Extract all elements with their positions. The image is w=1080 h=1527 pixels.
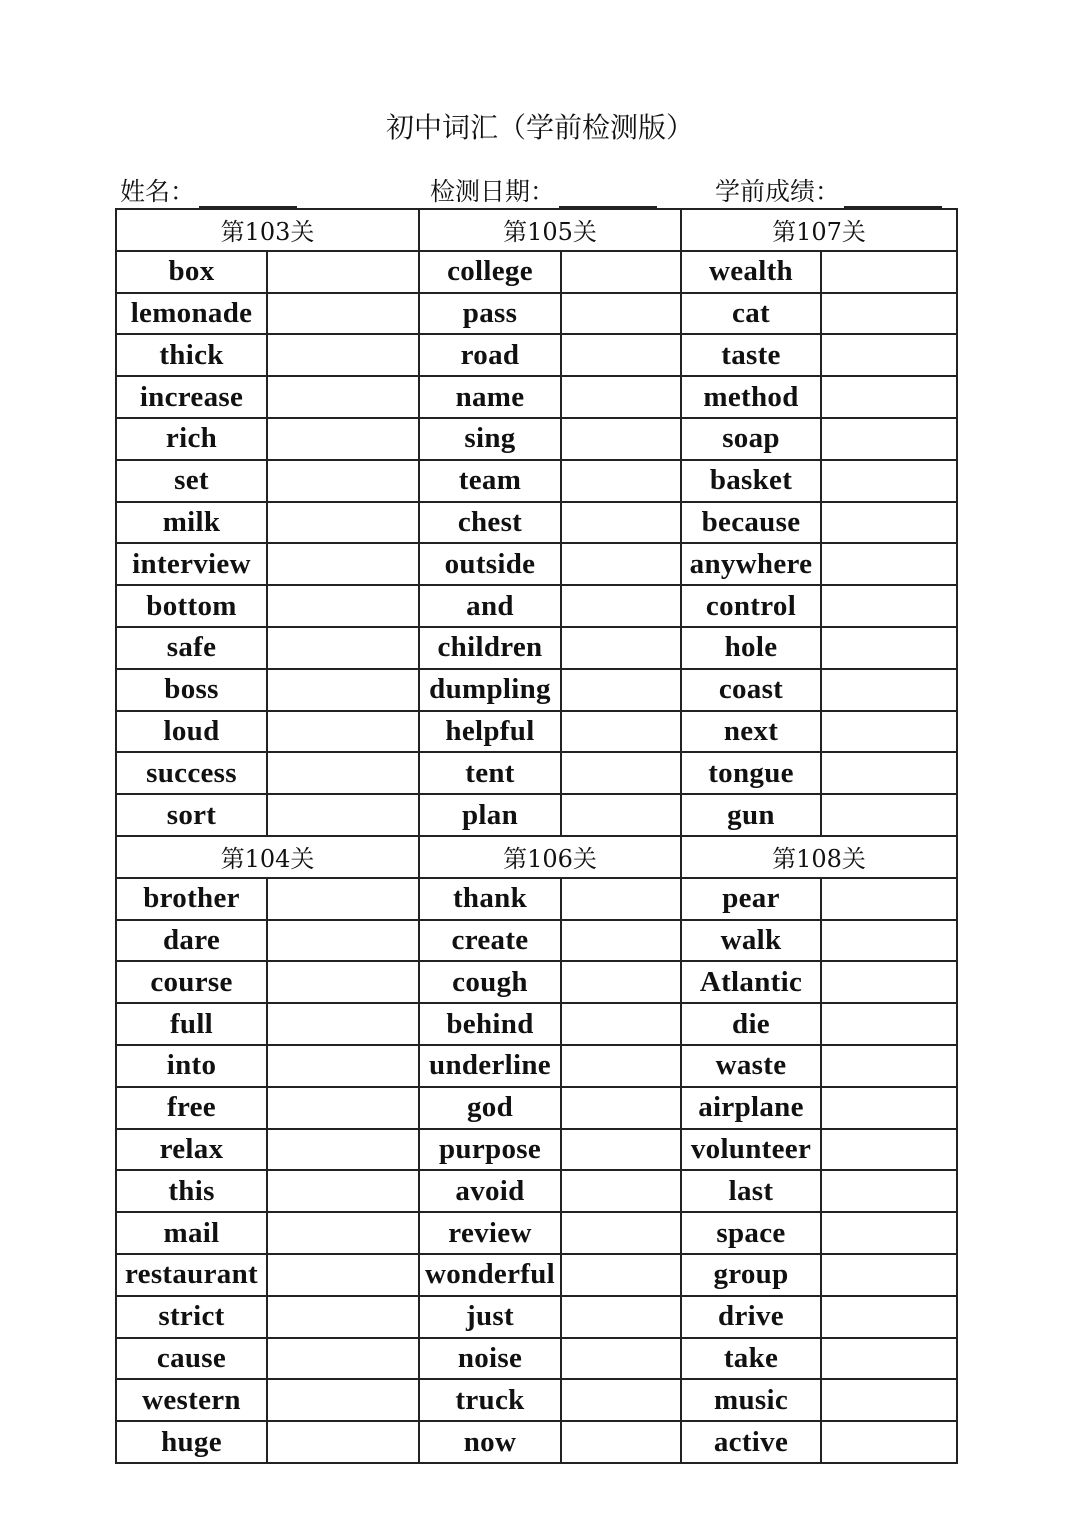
word-cell: behind (419, 1003, 561, 1045)
word-row (116, 293, 957, 335)
answer-cell[interactable] (561, 251, 681, 293)
word-row (116, 1254, 957, 1296)
answer-cell[interactable] (267, 1129, 419, 1171)
answer-cell[interactable] (561, 1338, 681, 1380)
answer-cell[interactable] (267, 293, 419, 335)
word-cell: walk (681, 920, 821, 962)
answer-cell[interactable] (561, 961, 681, 1003)
answer-cell[interactable] (267, 794, 419, 836)
answer-cell[interactable] (561, 1087, 681, 1129)
answer-cell[interactable] (561, 920, 681, 962)
word-cell: mail (116, 1212, 267, 1254)
answer-cell[interactable] (561, 502, 681, 544)
answer-cell[interactable] (561, 1129, 681, 1171)
answer-cell[interactable] (561, 376, 681, 418)
word-row (116, 1003, 957, 1045)
answer-cell[interactable] (561, 543, 681, 585)
word-row (116, 627, 957, 669)
answer-cell[interactable] (561, 1045, 681, 1087)
answer-cell[interactable] (821, 1421, 957, 1463)
word-cell: boss (116, 669, 267, 711)
word-row (116, 460, 957, 502)
answer-cell[interactable] (561, 752, 681, 794)
answer-cell[interactable] (267, 961, 419, 1003)
level-header: 第103关 (116, 209, 419, 251)
word-cell: last (681, 1170, 821, 1212)
answer-cell[interactable] (267, 460, 419, 502)
word-cell: truck (419, 1379, 561, 1421)
word-cell: success (116, 752, 267, 794)
word-cell: course (116, 961, 267, 1003)
answer-cell[interactable] (821, 376, 957, 418)
word-cell: active (681, 1421, 821, 1463)
word-cell: safe (116, 627, 267, 669)
word-row (116, 1338, 957, 1380)
answer-cell[interactable] (821, 460, 957, 502)
word-cell: relax (116, 1129, 267, 1171)
answer-cell[interactable] (267, 1296, 419, 1338)
word-cell: taste (681, 334, 821, 376)
word-row (116, 502, 957, 544)
answer-cell[interactable] (561, 1379, 681, 1421)
answer-cell[interactable] (821, 1338, 957, 1380)
level-header: 第105关 (419, 209, 681, 251)
answer-cell[interactable] (561, 418, 681, 460)
word-row (116, 1129, 957, 1171)
answer-cell[interactable] (561, 1254, 681, 1296)
word-row (116, 251, 957, 293)
word-cell: review (419, 1212, 561, 1254)
word-cell: bottom (116, 585, 267, 627)
word-row (116, 794, 957, 836)
word-cell: loud (116, 711, 267, 753)
answer-cell[interactable] (821, 334, 957, 376)
word-row (116, 752, 957, 794)
level-header: 第107关 (681, 209, 957, 251)
answer-cell[interactable] (267, 627, 419, 669)
word-cell: take (681, 1338, 821, 1380)
word-row (116, 1087, 957, 1129)
word-cell: huge (116, 1421, 267, 1463)
word-cell: coast (681, 669, 821, 711)
word-cell: gun (681, 794, 821, 836)
answer-cell[interactable] (561, 334, 681, 376)
test-date-label: 检测日期： (430, 177, 556, 206)
word-cell: name (419, 376, 561, 418)
answer-cell[interactable] (821, 961, 957, 1003)
word-cell: control (681, 585, 821, 627)
word-cell: team (419, 460, 561, 502)
word-cell: full (116, 1003, 267, 1045)
pretest-score-label: 学前成绩： (715, 177, 841, 206)
word-row (116, 1212, 957, 1254)
answer-cell[interactable] (267, 1087, 419, 1129)
word-row (116, 920, 957, 962)
level-header: 第108关 (681, 836, 957, 878)
word-cell: space (681, 1212, 821, 1254)
answer-cell[interactable] (821, 1254, 957, 1296)
word-cell: underline (419, 1045, 561, 1087)
word-cell: strict (116, 1296, 267, 1338)
word-cell: tent (419, 752, 561, 794)
answer-cell[interactable] (821, 585, 957, 627)
answer-cell[interactable] (561, 1421, 681, 1463)
word-cell: volunteer (681, 1129, 821, 1171)
word-row (116, 1296, 957, 1338)
word-cell: milk (116, 502, 267, 544)
answer-cell[interactable] (821, 1379, 957, 1421)
answer-cell[interactable] (267, 1212, 419, 1254)
word-cell: this (116, 1170, 267, 1212)
word-cell: box (116, 251, 267, 293)
name-field (120, 172, 297, 206)
word-cell: sort (116, 794, 267, 836)
word-cell: road (419, 334, 561, 376)
word-cell: wonderful (419, 1254, 561, 1296)
word-cell: free (116, 1087, 267, 1129)
word-cell: thick (116, 334, 267, 376)
section-header-row (116, 209, 957, 251)
answer-cell[interactable] (267, 1338, 419, 1380)
word-row (116, 334, 957, 376)
answer-cell[interactable] (561, 669, 681, 711)
word-cell: children (419, 627, 561, 669)
answer-cell[interactable] (821, 711, 957, 753)
level-header: 第106关 (419, 836, 681, 878)
answer-cell[interactable] (561, 1003, 681, 1045)
word-cell: god (419, 1087, 561, 1129)
pretest-score-field (715, 172, 942, 206)
answer-cell[interactable] (821, 1129, 957, 1171)
answer-cell[interactable] (267, 1254, 419, 1296)
word-cell: dumpling (419, 669, 561, 711)
word-cell: cat (681, 293, 821, 335)
answer-cell[interactable] (267, 920, 419, 962)
word-row (116, 711, 957, 753)
word-cell: dare (116, 920, 267, 962)
answer-cell[interactable] (267, 878, 419, 920)
word-cell: interview (116, 543, 267, 585)
answer-cell[interactable] (821, 669, 957, 711)
word-cell: airplane (681, 1087, 821, 1129)
answer-cell[interactable] (821, 418, 957, 460)
answer-cell[interactable] (267, 334, 419, 376)
answer-cell[interactable] (821, 251, 957, 293)
word-cell: anywhere (681, 543, 821, 585)
answer-cell[interactable] (561, 460, 681, 502)
answer-cell[interactable] (267, 543, 419, 585)
answer-cell[interactable] (267, 251, 419, 293)
word-cell: set (116, 460, 267, 502)
word-cell: chest (419, 502, 561, 544)
word-cell: cough (419, 961, 561, 1003)
answer-cell[interactable] (267, 669, 419, 711)
word-row (116, 1421, 957, 1463)
word-cell: increase (116, 376, 267, 418)
word-cell: now (419, 1421, 561, 1463)
word-cell: method (681, 376, 821, 418)
answer-cell[interactable] (561, 1212, 681, 1254)
word-cell: create (419, 920, 561, 962)
word-cell: and (419, 585, 561, 627)
word-cell: noise (419, 1338, 561, 1380)
word-cell: Atlantic (681, 961, 821, 1003)
section-header-row (116, 836, 957, 878)
answer-cell[interactable] (267, 418, 419, 460)
word-row (116, 961, 957, 1003)
word-cell: helpful (419, 711, 561, 753)
answer-cell[interactable] (821, 1087, 957, 1129)
word-cell: hole (681, 627, 821, 669)
word-cell: avoid (419, 1170, 561, 1212)
answer-cell[interactable] (561, 1170, 681, 1212)
answer-cell[interactable] (561, 711, 681, 753)
answer-cell[interactable] (821, 543, 957, 585)
answer-cell[interactable] (267, 376, 419, 418)
answer-cell[interactable] (821, 502, 957, 544)
answer-cell[interactable] (821, 1296, 957, 1338)
answer-cell[interactable] (267, 502, 419, 544)
word-cell: western (116, 1379, 267, 1421)
word-row (116, 1379, 957, 1421)
word-cell: die (681, 1003, 821, 1045)
answer-cell[interactable] (561, 293, 681, 335)
level-header: 第104关 (116, 836, 419, 878)
word-cell: sing (419, 418, 561, 460)
name-label: 姓名： (120, 177, 196, 206)
word-cell: pear (681, 878, 821, 920)
answer-cell[interactable] (821, 878, 957, 920)
word-cell: because (681, 502, 821, 544)
answer-cell[interactable] (561, 878, 681, 920)
word-cell: into (116, 1045, 267, 1087)
answer-cell[interactable] (821, 1212, 957, 1254)
answer-cell[interactable] (561, 794, 681, 836)
answer-cell[interactable] (821, 794, 957, 836)
word-cell: music (681, 1379, 821, 1421)
word-cell: rich (116, 418, 267, 460)
word-row (116, 878, 957, 920)
word-cell: purpose (419, 1129, 561, 1171)
answer-cell[interactable] (267, 1003, 419, 1045)
answer-cell[interactable] (561, 627, 681, 669)
word-row (116, 543, 957, 585)
word-cell: soap (681, 418, 821, 460)
answer-cell[interactable] (267, 1170, 419, 1212)
word-cell: lemonade (116, 293, 267, 335)
word-cell: tongue (681, 752, 821, 794)
word-cell: restaurant (116, 1254, 267, 1296)
answer-cell[interactable] (267, 1379, 419, 1421)
answer-cell[interactable] (561, 585, 681, 627)
answer-cell[interactable] (821, 752, 957, 794)
word-row (116, 418, 957, 460)
word-cell: wealth (681, 251, 821, 293)
answer-cell[interactable] (561, 1296, 681, 1338)
test-date-field (430, 172, 657, 206)
word-cell: brother (116, 878, 267, 920)
word-row (116, 669, 957, 711)
page-title: 初中词汇（学前检测版） (385, 111, 694, 144)
answer-cell[interactable] (821, 1170, 957, 1212)
answer-cell[interactable] (821, 293, 957, 335)
word-cell: next (681, 711, 821, 753)
word-row (116, 1045, 957, 1087)
word-cell: just (419, 1296, 561, 1338)
word-row (116, 376, 957, 418)
answer-cell[interactable] (821, 920, 957, 962)
answer-cell[interactable] (821, 1003, 957, 1045)
word-cell: group (681, 1254, 821, 1296)
word-cell: college (419, 251, 561, 293)
word-row (116, 585, 957, 627)
answer-cell[interactable] (267, 1045, 419, 1087)
answer-cell[interactable] (267, 711, 419, 753)
word-cell: cause (116, 1338, 267, 1380)
answer-cell[interactable] (821, 627, 957, 669)
word-row (116, 1170, 957, 1212)
answer-cell[interactable] (267, 585, 419, 627)
answer-cell[interactable] (821, 1045, 957, 1087)
word-cell: basket (681, 460, 821, 502)
word-cell: plan (419, 794, 561, 836)
word-cell: waste (681, 1045, 821, 1087)
answer-cell[interactable] (267, 1421, 419, 1463)
word-cell: drive (681, 1296, 821, 1338)
word-cell: outside (419, 543, 561, 585)
answer-cell[interactable] (267, 752, 419, 794)
word-cell: pass (419, 293, 561, 335)
vocabulary-table (115, 208, 958, 1464)
word-cell: thank (419, 878, 561, 920)
